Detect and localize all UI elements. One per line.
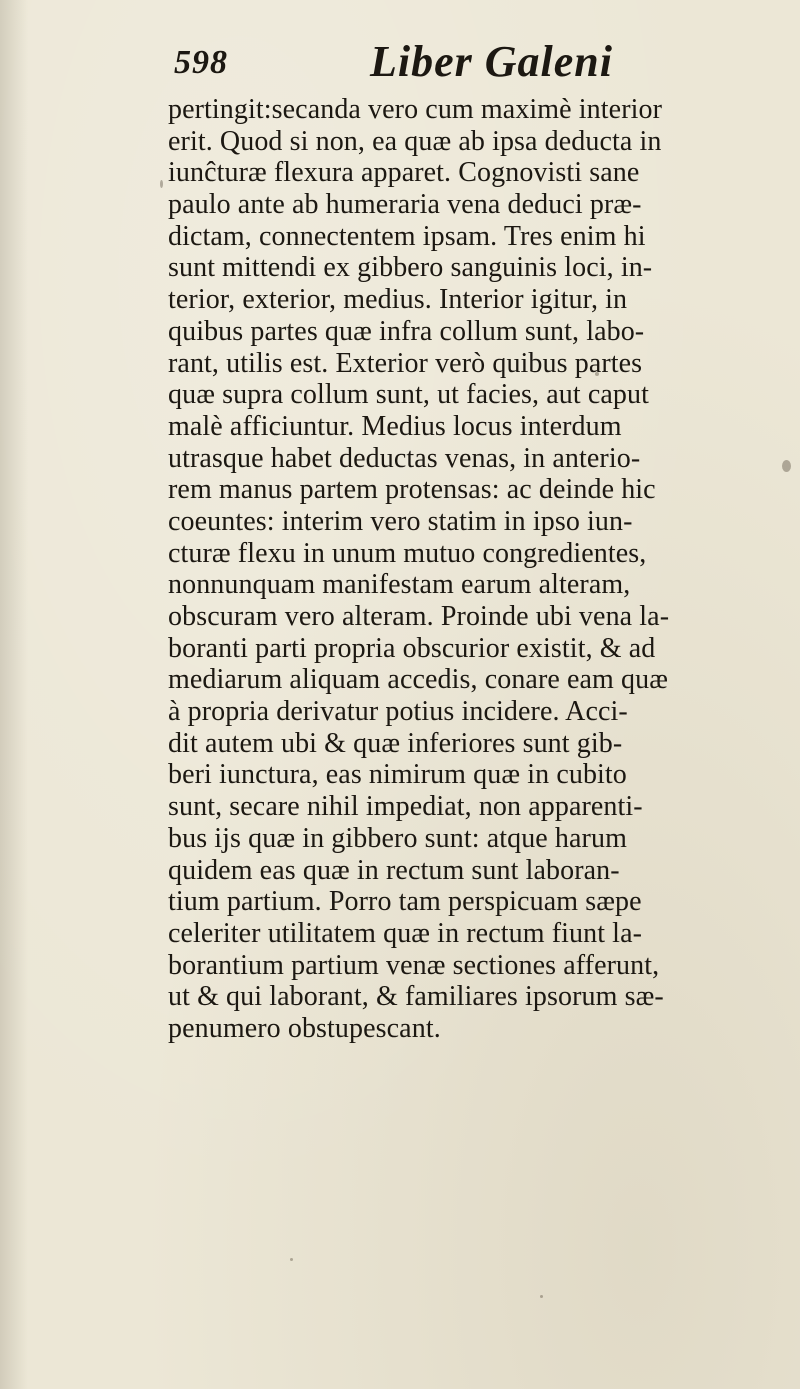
paper-speck bbox=[540, 1295, 543, 1298]
text-line: ut & qui laborant, & familiares ipsorum sæ- bbox=[168, 981, 664, 1013]
page-header bbox=[170, 30, 613, 92]
paper-speck bbox=[160, 180, 163, 188]
text-line: malè afficiuntur. Medius locus interdum bbox=[168, 410, 622, 442]
text-line: boranti parti propria obscurior existit, & ad bbox=[168, 632, 656, 664]
text-line: sunt, secare nihil impediat, non apparenti- bbox=[168, 791, 643, 823]
text-line: coeuntes: interim vero statim in ipso iun- bbox=[168, 505, 633, 537]
text-line: mediarum aliquam accedis, conare eam quæ bbox=[168, 664, 669, 696]
text-line: cturæ flexu in unum mutuo congredientes, bbox=[168, 537, 647, 569]
text-line: pertingit:secanda vero cum maximè interior bbox=[168, 94, 663, 125]
paper-speck bbox=[290, 1258, 293, 1261]
text-line: quidem eas quæ in rectum sunt laboran- bbox=[168, 854, 620, 886]
text-line: beri iunctura, eas nimirum quæ in cubito bbox=[168, 759, 627, 791]
text-line: obscuram vero alteram. Proinde ubi vena la- bbox=[168, 601, 670, 632]
text-line: nonnunquam manifestam earum alteram, bbox=[168, 569, 631, 601]
text-line: dictam, connectentem ipsam. Tres enim hi bbox=[168, 220, 646, 252]
page-number: 598 bbox=[174, 44, 228, 81]
text-line: erit. Quod si non, ea quæ ab ipsa deducta in bbox=[168, 125, 662, 157]
text-line: rem manus partem protensas: ac deinde hic bbox=[168, 474, 656, 506]
text-line: dit autem ubi & quæ inferiores sunt gib- bbox=[168, 727, 623, 759]
gutter-shadow bbox=[0, 0, 28, 1389]
body-text bbox=[168, 94, 800, 1045]
text-line: penumero obstupescant. bbox=[168, 1012, 441, 1044]
paper-speck bbox=[782, 460, 791, 472]
text-line: celeriter utilitatem quæ in rectum fiunt la- bbox=[168, 917, 643, 949]
text-line: bus ijs quæ in gibbero sunt: atque harum bbox=[168, 822, 627, 854]
paper-speck bbox=[595, 372, 599, 376]
text-line: terior, exterior, medius. Interior igitur, in bbox=[168, 284, 628, 316]
text-line: iunĉturæ flexura apparet. Cognovisti sane bbox=[168, 157, 640, 189]
text-line: quibus partes quæ infra collum sunt, labo- bbox=[168, 315, 645, 347]
running-head: Liber Galeni bbox=[370, 37, 613, 86]
text-line: paulo ante ab humeraria vena deduci præ- bbox=[168, 189, 642, 221]
text-line: borantium partium venæ sectiones afferunt, bbox=[168, 949, 660, 981]
text-line: sunt mittendi ex gibbero sanguinis loci, in- bbox=[168, 252, 653, 284]
text-line: quæ supra collum sunt, ut facies, aut caput bbox=[168, 379, 649, 411]
text-line: rant, utilis est. Exterior verò quibus partes bbox=[168, 347, 643, 379]
text-line: à propria derivatur potius incidere. Acci- bbox=[168, 696, 628, 728]
text-line: tium partium. Porro tam perspicuam sæpe bbox=[168, 886, 642, 918]
text-line: utrasque habet deductas venas, in anterio- bbox=[168, 442, 641, 474]
